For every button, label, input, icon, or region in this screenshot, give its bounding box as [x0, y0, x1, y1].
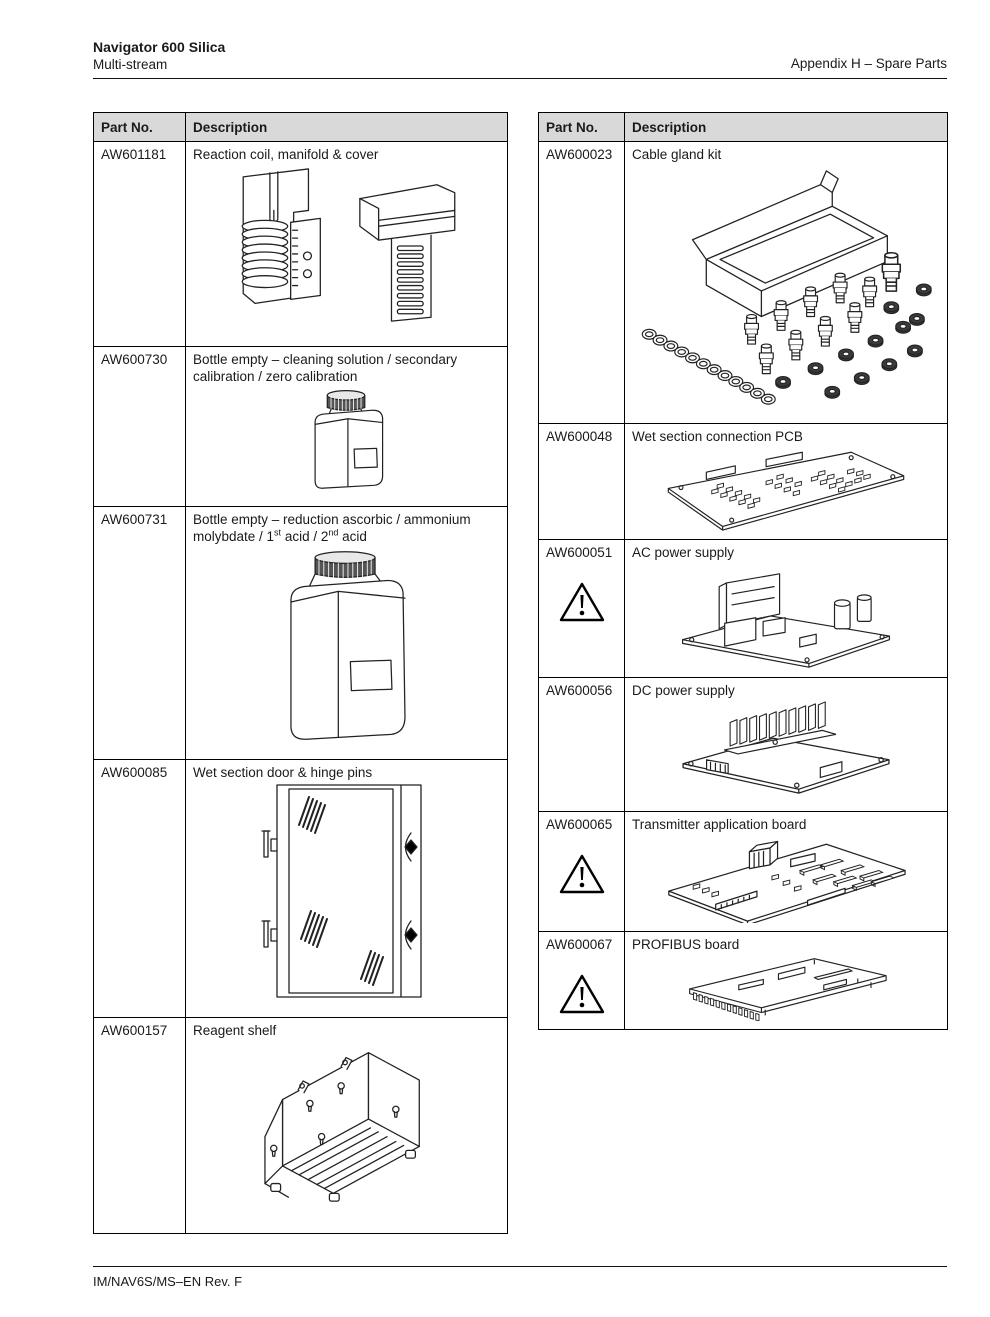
part-number [539, 812, 625, 932]
document-title: Navigator 600 Silica [93, 39, 226, 55]
table-row [94, 507, 508, 760]
part-number: AW600730 [94, 347, 186, 507]
part-number [539, 932, 625, 1030]
part-description: Wet section door & hinge pins [193, 765, 373, 780]
part-number: AW600023 [539, 142, 625, 424]
table-row [539, 678, 948, 812]
table-row [539, 932, 948, 1030]
appendix-title: Appendix H – Spare Parts [790, 56, 947, 71]
wet-section-pcb-illustration [632, 445, 940, 535]
table-row [94, 760, 508, 1018]
description-header: Description [625, 113, 948, 142]
cable-gland-kit-illustration [632, 163, 940, 415]
transmitter-board-illustration [632, 833, 940, 927]
part-number-text: AW600065 [546, 817, 613, 832]
part-description: Bottle empty – cleaning solution / secondary calibration / zero calibration [193, 352, 458, 384]
wet-section-door-illustration [193, 781, 500, 1007]
part-description: Reaction coil, manifold & cover [193, 147, 379, 162]
table-row [539, 812, 948, 932]
part-description: Reagent shelf [193, 1023, 277, 1038]
profibus-board-illustration [632, 953, 940, 1025]
reagent-shelf-illustration [193, 1039, 500, 1211]
document-subtitle: Multi-stream [93, 57, 168, 72]
ac-power-supply-illustration [632, 561, 940, 673]
document-reference: IM/NAV6S/MS–EN Rev. F [93, 1274, 243, 1289]
header-rule [93, 78, 947, 79]
small-reagent-bottle-illustration [193, 385, 500, 494]
table-row [539, 142, 948, 424]
table-row [94, 1018, 508, 1234]
warning-triangle-icon [546, 853, 617, 899]
page-header [93, 38, 947, 74]
large-reagent-bottle-illustration [193, 545, 500, 749]
part-number: AW600157 [94, 1018, 186, 1234]
table-row [539, 424, 948, 540]
table-row [539, 540, 948, 678]
part-description: Bottle empty – reduction ascorbic / ammonium molybdate / 1st acid / 2nd acid [193, 512, 471, 544]
part-description: AC power supply [632, 545, 735, 560]
dc-power-supply-illustration [632, 699, 940, 803]
warning-triangle-icon [546, 581, 617, 627]
part-description: Wet section connection PCB [632, 429, 803, 444]
part-number: AW601181 [94, 142, 186, 347]
part-number: AW600048 [539, 424, 625, 540]
table-header-row [94, 113, 508, 142]
part-number [539, 540, 625, 678]
footer-rule [93, 1266, 947, 1267]
spare-parts-table-left [93, 112, 508, 1234]
spare-parts-table-right [538, 112, 948, 1030]
part-no-header: Part No. [539, 113, 625, 142]
part-number-text: AW600051 [546, 545, 613, 560]
part-description: Transmitter application board [632, 817, 807, 832]
table-header-row [539, 113, 948, 142]
header-left [93, 38, 225, 74]
part-number: AW600085 [94, 760, 186, 1018]
part-description: PROFIBUS board [632, 937, 740, 952]
part-number: AW600056 [539, 678, 625, 812]
table-row [94, 142, 508, 347]
part-number-text: AW600067 [546, 937, 613, 952]
part-description: DC power supply [632, 683, 735, 698]
warning-triangle-icon [546, 973, 617, 1019]
description-header: Description [186, 113, 508, 142]
table-row [94, 347, 508, 507]
part-number: AW600731 [94, 507, 186, 760]
part-description: Cable gland kit [632, 147, 722, 162]
reaction-coil-illustration [193, 163, 500, 339]
part-no-header: Part No. [94, 113, 186, 142]
